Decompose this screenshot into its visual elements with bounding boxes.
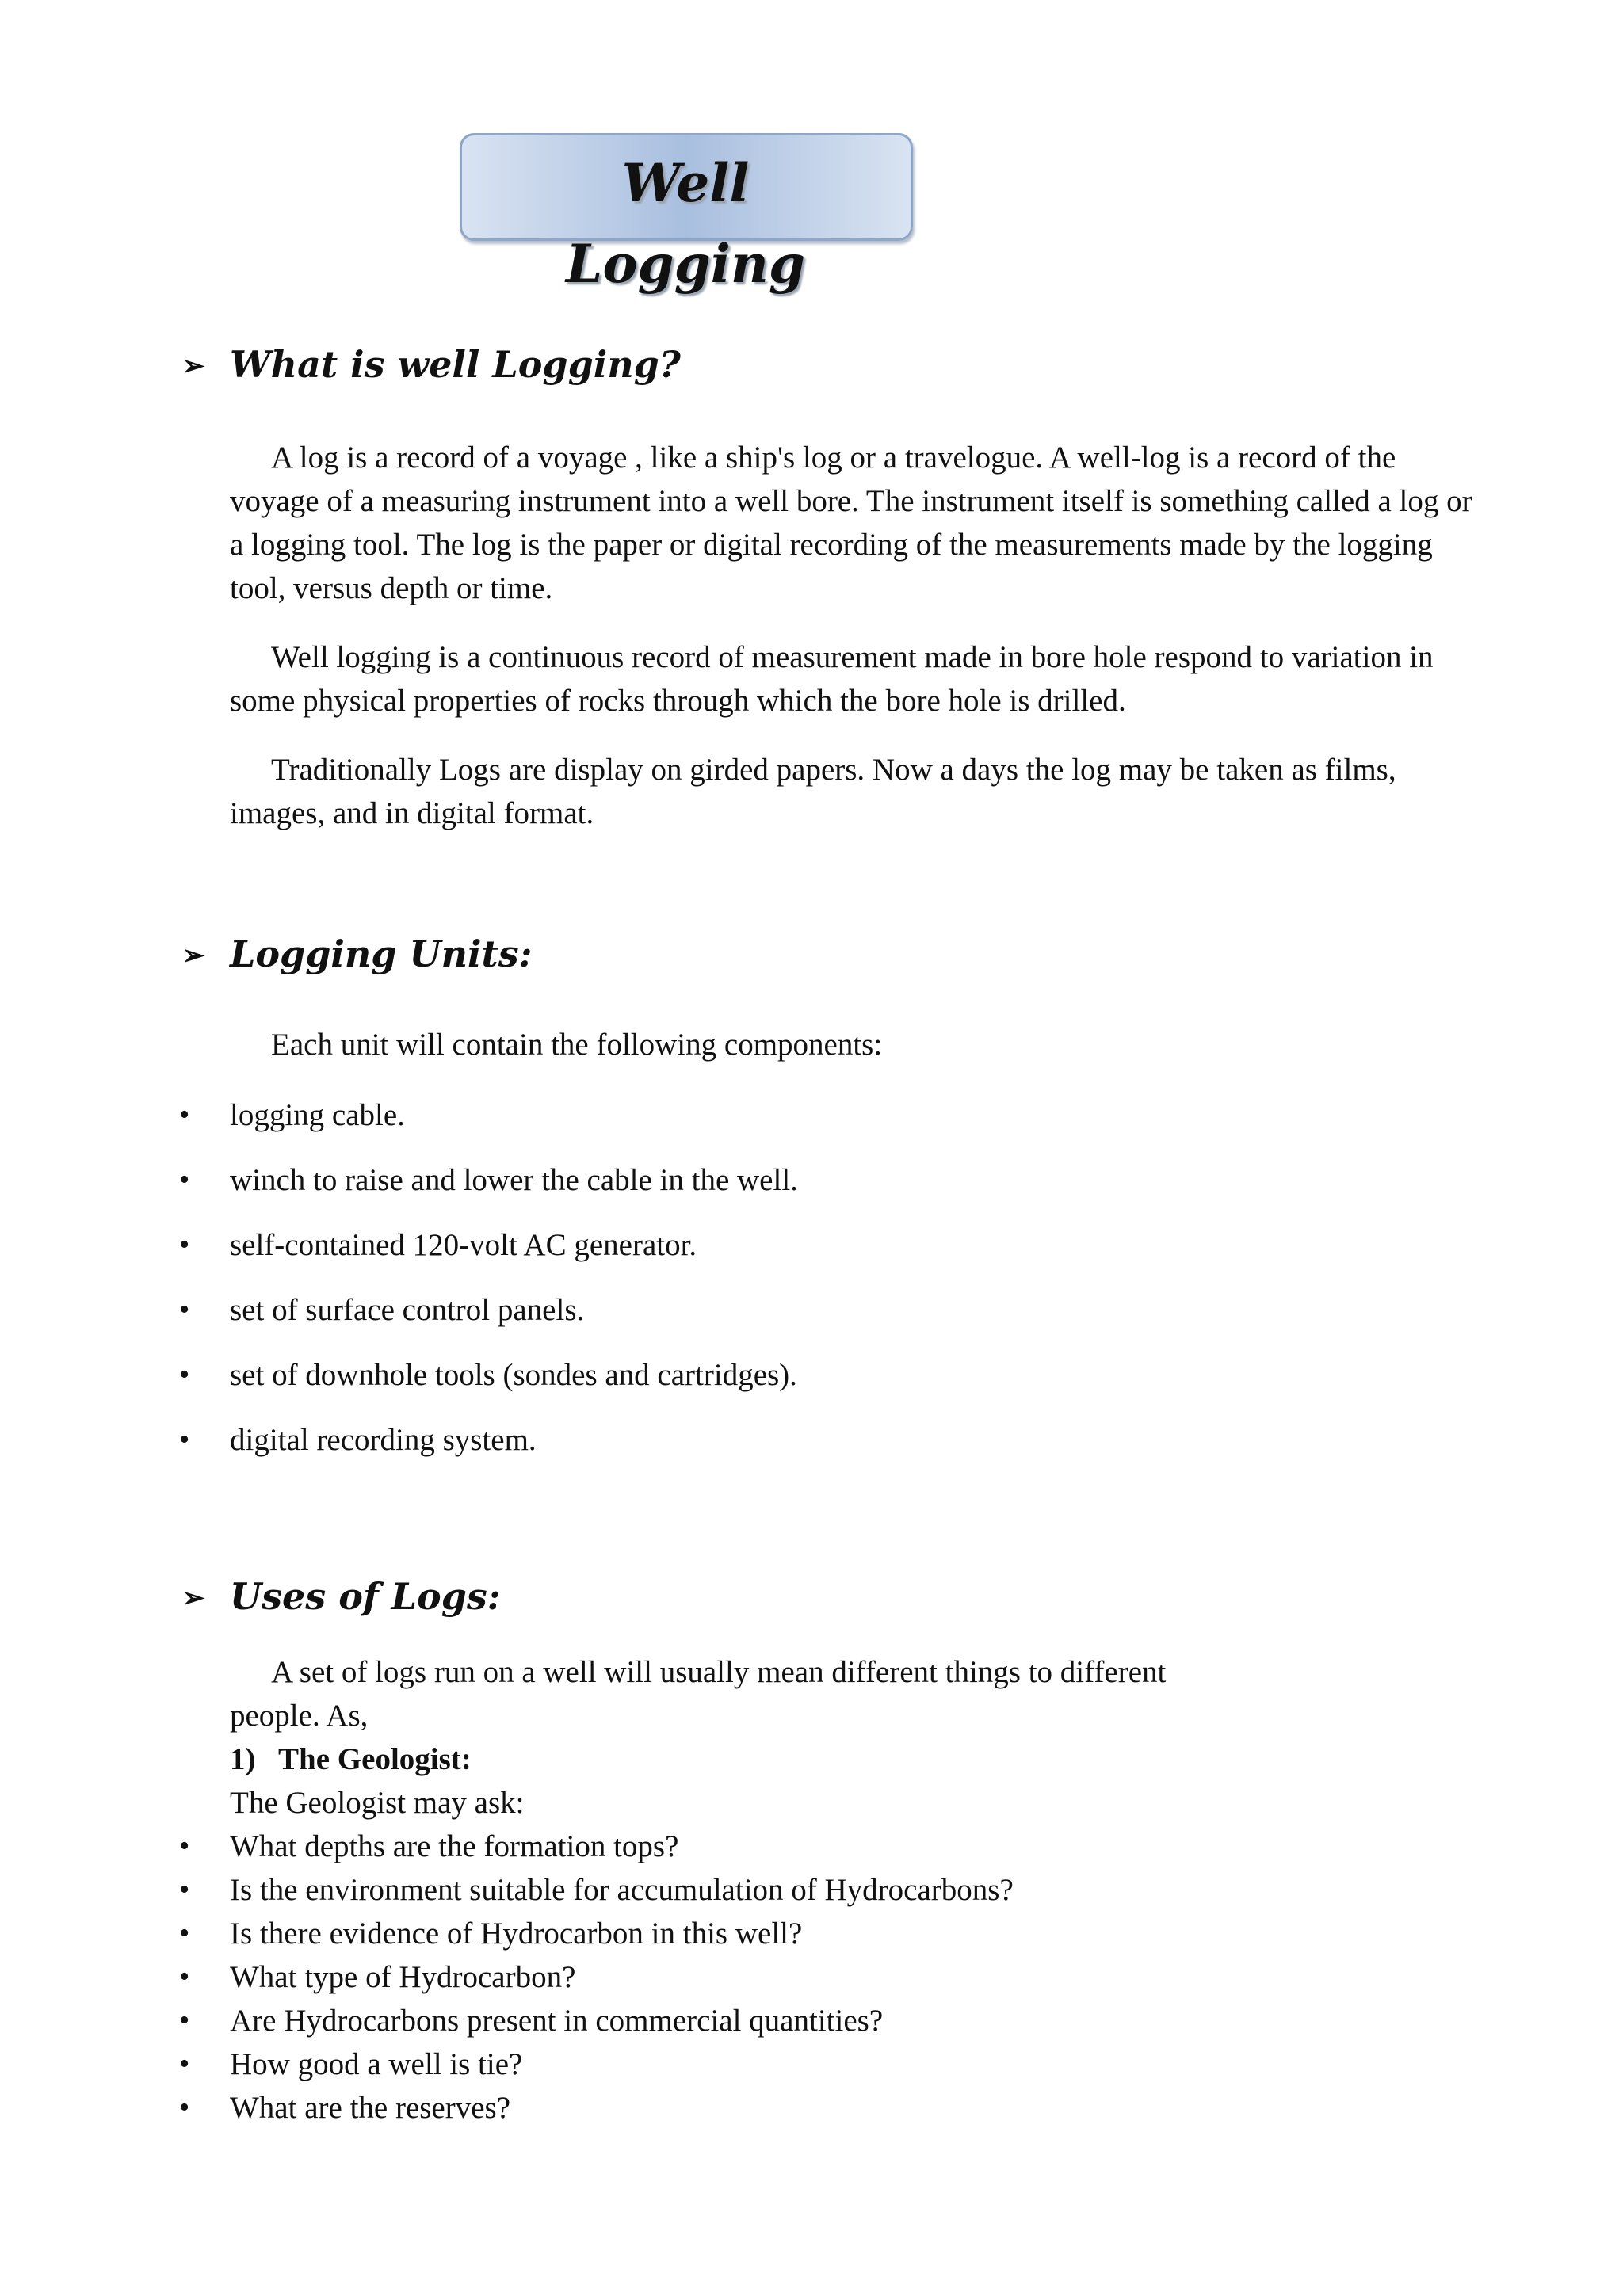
bullet-icon: •	[179, 1873, 190, 1906]
list-item: digital recording system.	[230, 1423, 537, 1457]
list-item: How good a well is tie?	[230, 2047, 523, 2081]
list-item: Is the environment suitable for accumulation of Hydrocarbons?	[230, 1873, 1014, 1907]
list-item: self-contained 120-volt AC generator.	[230, 1228, 697, 1262]
list-item: Is there evidence of Hydrocarbon in this well?	[230, 1917, 803, 1951]
paragraph-well-logging: Well logging is a continuous record of measurement made in bore hole respond to variation in some physical properties of rocks through which the bore hole is drilled.	[230, 640, 1434, 718]
paragraph-traditional-logs: Traditionally Logs are display on girded papers. Now a days the log may be taken as films, images, and in digital format.	[230, 753, 1396, 830]
bullet-icon: •	[179, 1228, 190, 1261]
units-intro: Each unit will contain the following components:	[271, 1028, 883, 1062]
arrow-bullet-icon: ➢	[182, 1582, 205, 1614]
bullet-icon: •	[179, 2004, 190, 2037]
bullet-icon: •	[179, 1917, 190, 1950]
arrow-bullet-icon: ➢	[182, 940, 205, 971]
bullet-icon: •	[179, 1293, 190, 1326]
bullet-icon: •	[179, 2091, 190, 2124]
bullet-icon: •	[179, 1829, 190, 1863]
geologist-ask: The Geologist may ask:	[230, 1786, 525, 1820]
list-item: set of downhole tools (sondes and cartridges).	[230, 1358, 797, 1392]
sub-heading-geologist: 1) The Geologist:	[230, 1742, 472, 1776]
bullet-icon: •	[179, 2047, 190, 2081]
bullet-icon: •	[179, 1423, 190, 1456]
list-item: Are Hydrocarbons present in commercial quantities?	[230, 2004, 884, 2038]
document-page: Well Logging ➢ What is well Logging? A log is a record of a voyage , like a ship's log or a travelogue. A well-log is a record of the voyage of a measuring instrument into a well bore. The instrument itself is something called a log or a logging tool. The log is the paper or digital recording of the measurements made by the logging tool, versus depth or time. Well logging is a continuous record of measurement made in bore hole respond to variation in some physical properties of rocks through which the bore hole is drilled. Traditionally Logs are display on girded papers. Now a days the log may be taken as films, images, and in digital format. ➢ Logging Units: Each unit will contain the following components: • logging cable. • winch to raise and lower the cable in the well. • self-contained 120-volt AC generator. • set of surface control panels. • set of downhole tools (sondes and cartridges). • digital recording system. ➢ Uses of Logs: A set of logs run on a well will usually mean different things to different people. As, 1) The Geologist: The Geologist may ask: • What depths are the formation tops? • Is the environment suitable for accumulation of Hydrocarbons? • Is there evidence of Hydrocarbon in this well? • What type of Hydrocarbon? • Are Hydrocarbons present in commercial quantities? • How good a well is tie? • What are the reserves?	[0, 0, 1623, 2296]
list-item: set of surface control panels.	[230, 1293, 585, 1327]
list-item: What depths are the formation tops?	[230, 1829, 679, 1863]
title-line-2: Logging	[566, 233, 805, 295]
page-title	[468, 143, 903, 304]
list-item: logging cable.	[230, 1098, 405, 1132]
bullet-icon: •	[179, 1358, 190, 1391]
title-line-1: Well	[621, 152, 750, 214]
uses-intro-line-1: A set of logs run on a well will usually mean different things to different	[271, 1655, 1167, 1689]
bullet-icon: •	[179, 1960, 190, 1993]
bullet-icon: •	[179, 1163, 190, 1196]
uses-intro-line-2: people. As,	[230, 1699, 369, 1733]
arrow-bullet-icon: ➢	[182, 350, 205, 382]
bullet-icon: •	[179, 1098, 190, 1131]
list-item: What type of Hydrocarbon?	[230, 1960, 576, 1994]
list-item: winch to raise and lower the cable in the well.	[230, 1163, 798, 1197]
list-item: What are the reserves?	[230, 2091, 511, 2125]
paragraph-log-definition: A log is a record of a voyage , like a ship's log or a travelogue. A well-log is a record of the voyage of a measuring instrument into a well bore. The instrument itself is something called a log or a logging tool. The log is the paper or digital recording of the measurements made by the logging tool, versus depth or time.	[230, 441, 1472, 605]
